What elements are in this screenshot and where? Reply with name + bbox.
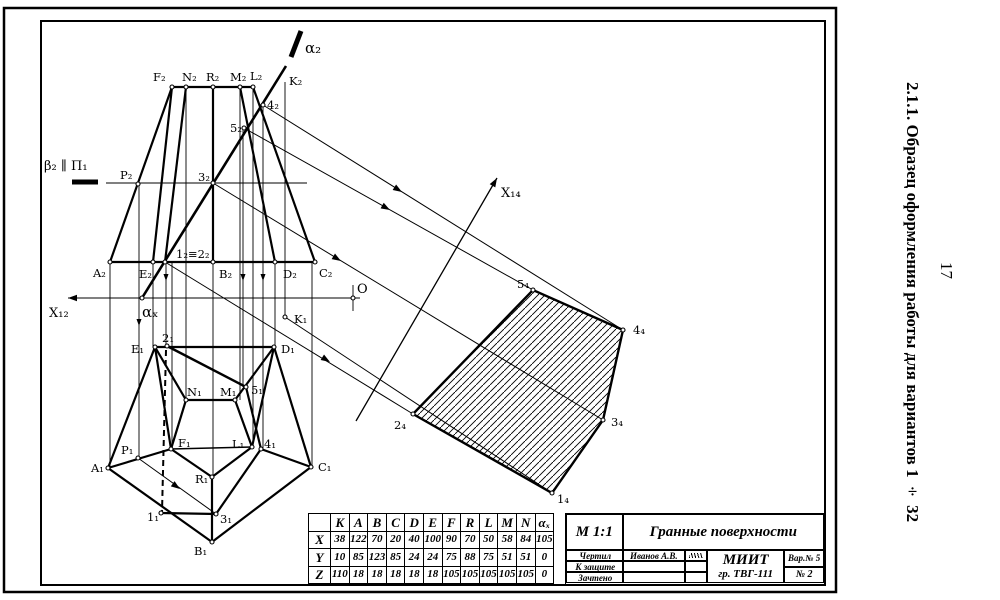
point-label: 3₄: [611, 415, 623, 429]
point-label: E₂: [139, 267, 153, 281]
point-label: P₁: [121, 443, 134, 457]
point-marker: [136, 182, 140, 186]
column-header: E: [423, 514, 442, 532]
point-marker: [163, 260, 167, 264]
point-label: 2₄: [394, 418, 406, 432]
column-header: αₓ: [535, 514, 554, 532]
column-header: K: [331, 514, 350, 532]
point-label: B₂: [219, 267, 233, 281]
row-label-chertil: Чертил: [566, 550, 623, 561]
empty-cell: [685, 572, 707, 583]
empty-cell: [623, 561, 686, 572]
coordinate-value: 50: [479, 531, 498, 549]
point-label: F₂: [153, 70, 166, 84]
coordinate-value: 105: [498, 566, 517, 584]
coordinate-value: 0: [535, 566, 554, 584]
coordinate-value: 24: [423, 549, 442, 567]
point-label: 1₄: [557, 492, 569, 506]
point-label: K₁: [294, 312, 308, 326]
table-corner-cell: [309, 514, 331, 532]
point-marker: [309, 465, 313, 469]
author-name: Иванов А.В.: [623, 550, 686, 561]
coordinate-value: 51: [516, 549, 535, 567]
point-label: C₂: [319, 266, 333, 280]
row-label: Z: [309, 566, 331, 584]
point-label: O: [357, 282, 368, 297]
point-label: 2₁: [162, 331, 174, 345]
point-marker: [621, 328, 625, 332]
signature-cell: [685, 550, 707, 561]
point-marker: [151, 260, 155, 264]
coordinate-value: 51: [498, 549, 517, 567]
point-label: D₁: [281, 342, 295, 356]
point-label: 4₁: [264, 437, 276, 451]
column-header: D: [405, 514, 424, 532]
point-marker: [259, 447, 263, 451]
point-label: 1₂≡2₂: [176, 247, 210, 261]
point-marker: [140, 296, 144, 300]
coordinate-value: 10: [331, 549, 350, 567]
coordinate-value: 18: [386, 566, 405, 584]
point-label: X₁₄: [501, 186, 521, 201]
point-label: A₂: [93, 266, 106, 280]
coordinate-value: 18: [423, 566, 442, 584]
group-name: гр. ТВГ-111: [718, 567, 773, 580]
point-label: M₂: [230, 70, 247, 84]
point-label: 3₂: [198, 170, 210, 184]
point-marker: [601, 418, 605, 422]
sheet-number: № 2: [784, 567, 824, 584]
coordinate-value: 40: [405, 531, 424, 549]
point-label: R₂: [206, 70, 220, 84]
column-header: C: [386, 514, 405, 532]
point-label: K₂: [289, 74, 303, 88]
empty-cell: [623, 572, 686, 583]
column-header: L: [479, 514, 498, 532]
coordinate-value: 105: [535, 531, 554, 549]
point-marker: [531, 288, 535, 292]
point-label: D₂: [283, 267, 297, 281]
point-marker: [242, 126, 246, 130]
coordinate-value: 75: [479, 549, 498, 567]
point-label: R₁: [195, 472, 209, 486]
point-marker: [159, 511, 163, 515]
point-label: 5₄: [517, 277, 529, 291]
row-label-zachteno: Зачтено: [566, 572, 623, 583]
point-label: 4₂: [267, 98, 279, 112]
column-header: R: [461, 514, 480, 532]
auxiliary-section-polygon: [413, 290, 623, 493]
point-marker: [550, 491, 554, 495]
point-marker: [214, 512, 218, 516]
coordinate-value: 88: [461, 549, 480, 567]
point-marker: [283, 315, 287, 319]
coordinate-value: 123: [368, 549, 387, 567]
point-label: L₁: [232, 437, 245, 451]
coordinate-value: 0: [535, 549, 554, 567]
point-label: X₁₂: [49, 306, 69, 321]
column-header: A: [349, 514, 368, 532]
coordinate-value: 20: [386, 531, 405, 549]
column-header: M: [498, 514, 517, 532]
point-marker: [210, 475, 214, 479]
row-label-kzashchite: К защите: [566, 561, 623, 572]
title-block: [565, 513, 825, 585]
coordinate-value: 105: [461, 566, 480, 584]
point-marker: [313, 260, 317, 264]
point-label: P₂: [120, 168, 133, 182]
point-marker: [351, 296, 355, 300]
point-marker: [411, 412, 415, 416]
row-label: Y: [309, 549, 331, 567]
point-marker: [210, 540, 214, 544]
coordinate-value: 70: [368, 531, 387, 549]
point-label: A₁: [91, 461, 104, 475]
point-label: 1₁: [147, 510, 159, 524]
point-marker: [211, 85, 215, 89]
drawing-title: Гранные поверхности: [623, 514, 824, 550]
coordinate-value: 100: [423, 531, 442, 549]
point-marker: [106, 466, 110, 470]
point-label: M₁: [220, 385, 237, 399]
coordinate-value: 18: [405, 566, 424, 584]
point-label: 4₄: [633, 323, 645, 337]
coordinate-value: 85: [349, 549, 368, 567]
coordinate-value: 18: [368, 566, 387, 584]
point-label: B₁: [194, 544, 208, 558]
variant-number: Вар.№ 5: [784, 550, 824, 567]
coordinate-value: 38: [331, 531, 350, 549]
coordinate-value: 105: [516, 566, 535, 584]
coordinate-value: 122: [349, 531, 368, 549]
column-header: F: [442, 514, 461, 532]
point-marker: [238, 85, 242, 89]
point-label: N₂: [182, 70, 197, 84]
organization-name: МИИТ: [722, 551, 769, 568]
point-marker: [273, 260, 277, 264]
coordinates-table: [308, 513, 554, 584]
coordinate-value: 75: [442, 549, 461, 567]
point-label: β₂ ∥ П₁: [44, 159, 88, 174]
point-marker: [211, 181, 215, 185]
point-marker: [244, 385, 248, 389]
coordinate-value: 110: [331, 566, 350, 584]
coordinate-value: 85: [386, 549, 405, 567]
point-marker: [170, 85, 174, 89]
point-marker: [108, 260, 112, 264]
point-marker: [250, 445, 254, 449]
column-header: B: [368, 514, 387, 532]
signature-scribble: [689, 553, 703, 558]
point-marker: [272, 345, 276, 349]
coordinate-value: 24: [405, 549, 424, 567]
point-label: F₁: [178, 436, 191, 450]
outer-frame: [4, 8, 836, 592]
scale-cell: М 1:1: [566, 514, 623, 550]
point-marker: [184, 85, 188, 89]
point-label: 5₂: [230, 121, 242, 135]
point-marker: [136, 456, 140, 460]
coordinate-value: 105: [479, 566, 498, 584]
coordinate-value: 105: [442, 566, 461, 584]
coordinate-value: 18: [349, 566, 368, 584]
point-marker: [251, 85, 255, 89]
row-label: X: [309, 531, 331, 549]
page-number: 17: [937, 262, 956, 279]
coordinate-value: 84: [516, 531, 535, 549]
coordinate-value: 58: [498, 531, 517, 549]
coordinate-value: 70: [461, 531, 480, 549]
point-label: 5₁: [251, 383, 263, 397]
point-label: αₓ: [142, 303, 159, 321]
column-header: N: [516, 514, 535, 532]
point-marker: [169, 447, 173, 451]
point-label: L₂: [250, 69, 263, 83]
point-label: E₁: [131, 342, 145, 356]
point-label: N₁: [187, 385, 202, 399]
organization-cell: [707, 550, 784, 583]
coordinate-value: 90: [442, 531, 461, 549]
empty-cell: [685, 561, 707, 572]
point-label: α₂: [305, 39, 322, 57]
section-heading: 2.1.1. Образец оформления работы для вариантов 1 ÷ 32: [903, 82, 922, 523]
point-marker: [153, 345, 157, 349]
point-label: 3₁: [220, 512, 232, 526]
inner-frame: [41, 21, 825, 585]
point-marker: [211, 260, 215, 264]
point-marker: [261, 103, 265, 107]
point-label: C₁: [318, 460, 332, 474]
